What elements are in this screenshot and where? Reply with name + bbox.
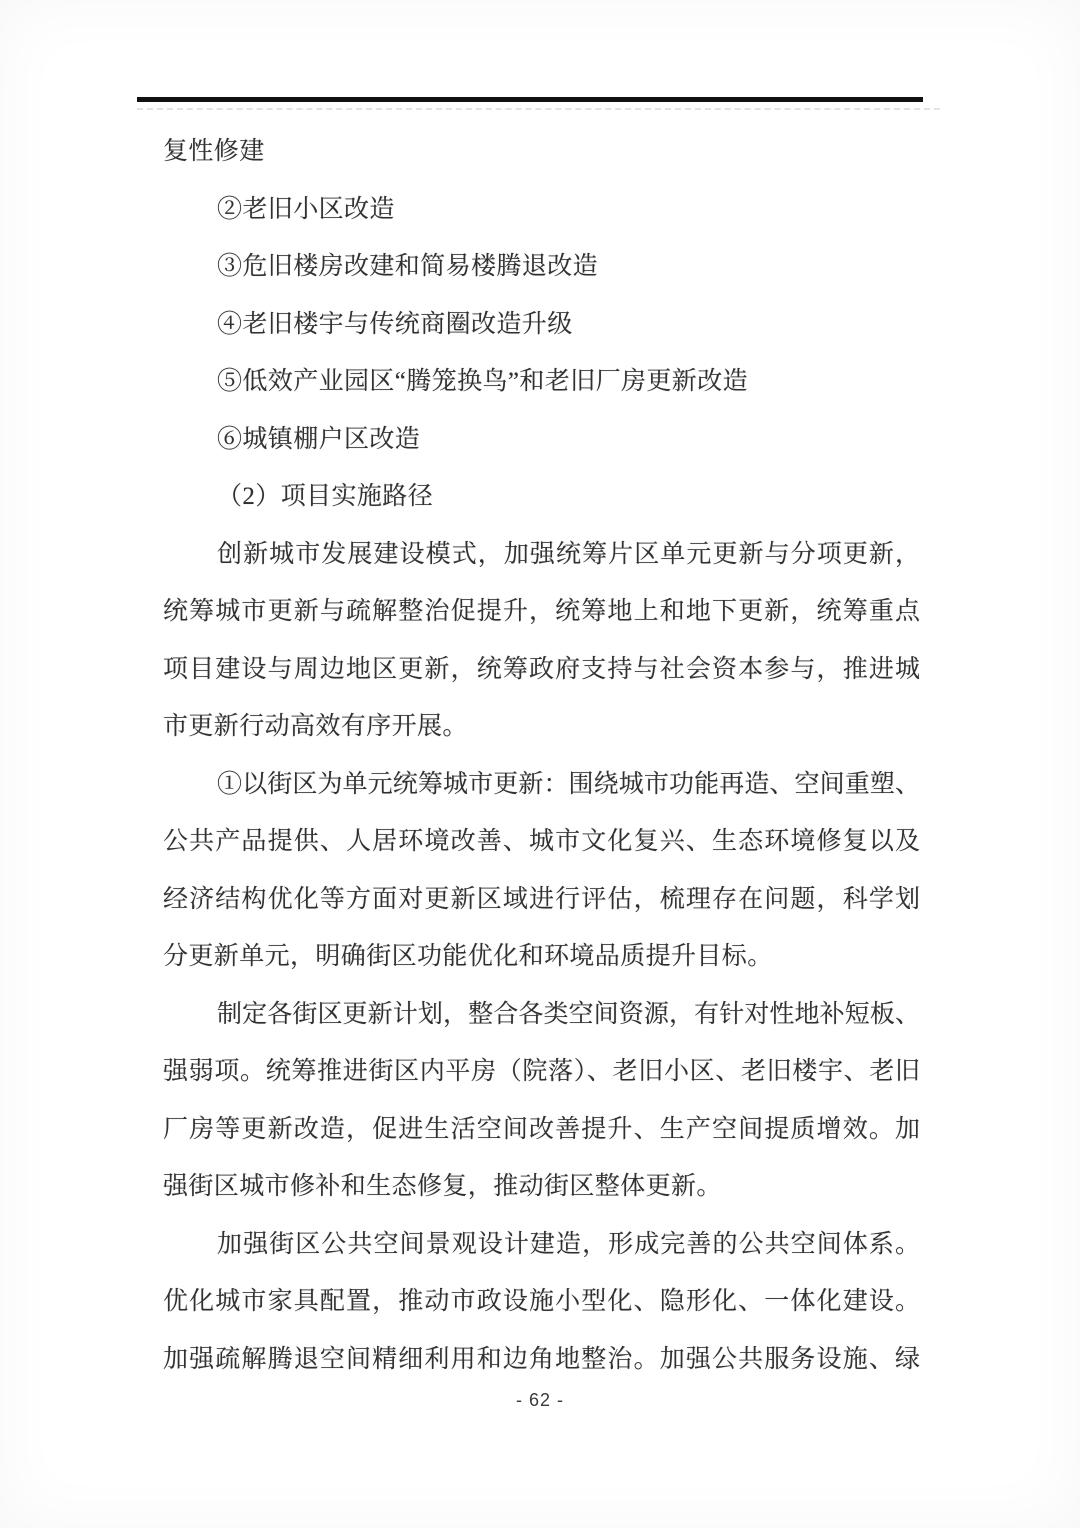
text-line: 公共产品提供、人居环境改善、城市文化复兴、生态环境修复以及 [163, 828, 920, 855]
text-line: 分更新单元，明确街区功能优化和环境品质提升目标。 [163, 943, 773, 970]
text-line: 强弱项。统筹推进街区内平房（院落）、老旧小区、老旧楼宇、老旧 [163, 1058, 920, 1085]
text-line: 制定各街区更新计划，整合各类空间资源，有针对性地补短板、 [217, 1000, 920, 1028]
text-line: ⑥城镇棚户区改造 [217, 425, 421, 453]
header-rule [137, 97, 923, 102]
text-line: ④老旧楼宇与传统商圈改造升级 [217, 310, 573, 338]
text-line: 厂房等更新改造，促进生活空间改善提升、生产空间提质增效。加 [163, 1115, 920, 1143]
page-number: - 62 - [515, 1390, 564, 1410]
text-line: 优化城市家具配置，推动市政设施小型化、隐形化、一体化建设。 [163, 1288, 920, 1315]
text-line: ②老旧小区改造 [217, 195, 395, 223]
text-line: 项目建设与周边地区更新，统筹政府支持与社会资本参与，推进城 [163, 655, 920, 683]
text-line: 市更新行动高效有序开展。 [163, 713, 468, 740]
text-line: 创新城市发展建设模式，加强统筹片区单元更新与分项更新， [217, 540, 920, 568]
header-rule-scan-artifact [137, 108, 940, 110]
text-line: 复性修建 [163, 138, 265, 165]
text-line: ①以街区为单元统筹城市更新：围绕城市功能再造、空间重塑、 [217, 770, 920, 798]
text-line: ③危旧楼房改建和简易楼腾退改造 [217, 253, 599, 280]
text-line: 强街区城市修补和生态修复，推动街区整体更新。 [163, 1173, 722, 1200]
text-line: （2）项目实施路径 [217, 483, 434, 510]
text-line: 经济结构优化等方面对更新区域进行评估，梳理存在问题，科学划 [163, 885, 920, 913]
text-line: ⑤低效产业园区“腾笼换鸟”和老旧厂房更新改造 [217, 368, 748, 395]
text-line: 加强疏解腾退空间精细利用和边角地整治。加强公共服务设施、绿 [163, 1345, 920, 1373]
document-body [163, 123, 920, 1388]
text-line: 加强街区公共空间景观设计建造，形成完善的公共空间体系。 [217, 1230, 920, 1258]
text-line: 统筹城市更新与疏解整治促提升，统筹地上和地下更新，统筹重点 [163, 598, 920, 625]
